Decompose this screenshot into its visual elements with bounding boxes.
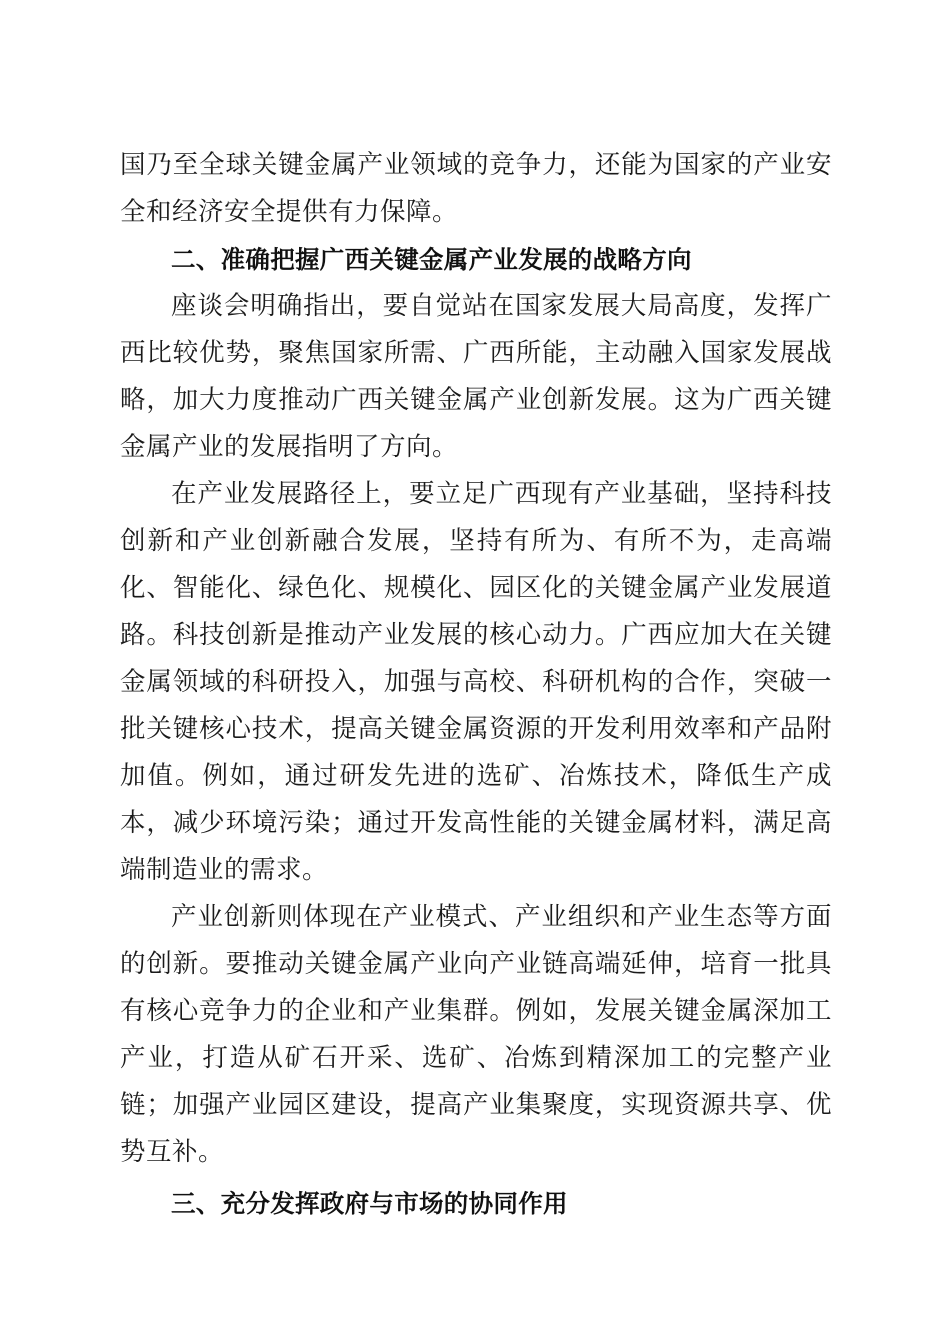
paragraph-symposium: 座谈会明确指出，要自觉站在国家发展大局高度，发挥广西比较优势，聚焦国家所需、广西所能，主动融入国家发展战略，加大力度推动广西关键金属产业创新发展。这为广西关键金属产业的发展指明了方向。	[120, 291, 832, 462]
paragraph-development-path: 在产业发展路径上，要立足广西现有产业基础，坚持科技创新和产业创新融合发展，坚持有所为、有所不为，走高端化、智能化、绿色化、规模化、园区化的关键金属产业发展道路。科技创新是推动产业发展的核心动力。广西应加大在关键金属领域的科研投入，加强与高校、科研机构的合作，突破一批关键核心技术，提高关键金属资源的开发利用效率和产品附加值。例如，通过研发先进的选矿、冶炼技术，降低生产成本，减少环境污染；通过开发高性能的关键金属材料，满足高端制造业的需求。	[120, 479, 832, 885]
paragraph-industrial-innovation: 产业创新则体现在产业模式、产业组织和产业生态等方面的创新。要推动关键金属产业向产业链高端延伸，培育一批具有核心竞争力的企业和产业集群。例如，发展关键金属深加工产业，打造从矿石开采、选矿、冶炼到精深加工的完整产业链；加强产业园区建设，提高产业集聚度，实现资源共享、优势互补。	[120, 902, 832, 1167]
section-heading-2: 二、准确把握广西关键金属产业发展的战略方向	[171, 245, 692, 274]
section-heading-3: 三、充分发挥政府与市场的协同作用	[171, 1189, 568, 1218]
paragraph-continuation: 国乃至全球关键金属产业领域的竞争力，还能为国家的产业安全和经济安全提供有力保障。	[120, 150, 832, 227]
document-page	[120, 142, 832, 1227]
